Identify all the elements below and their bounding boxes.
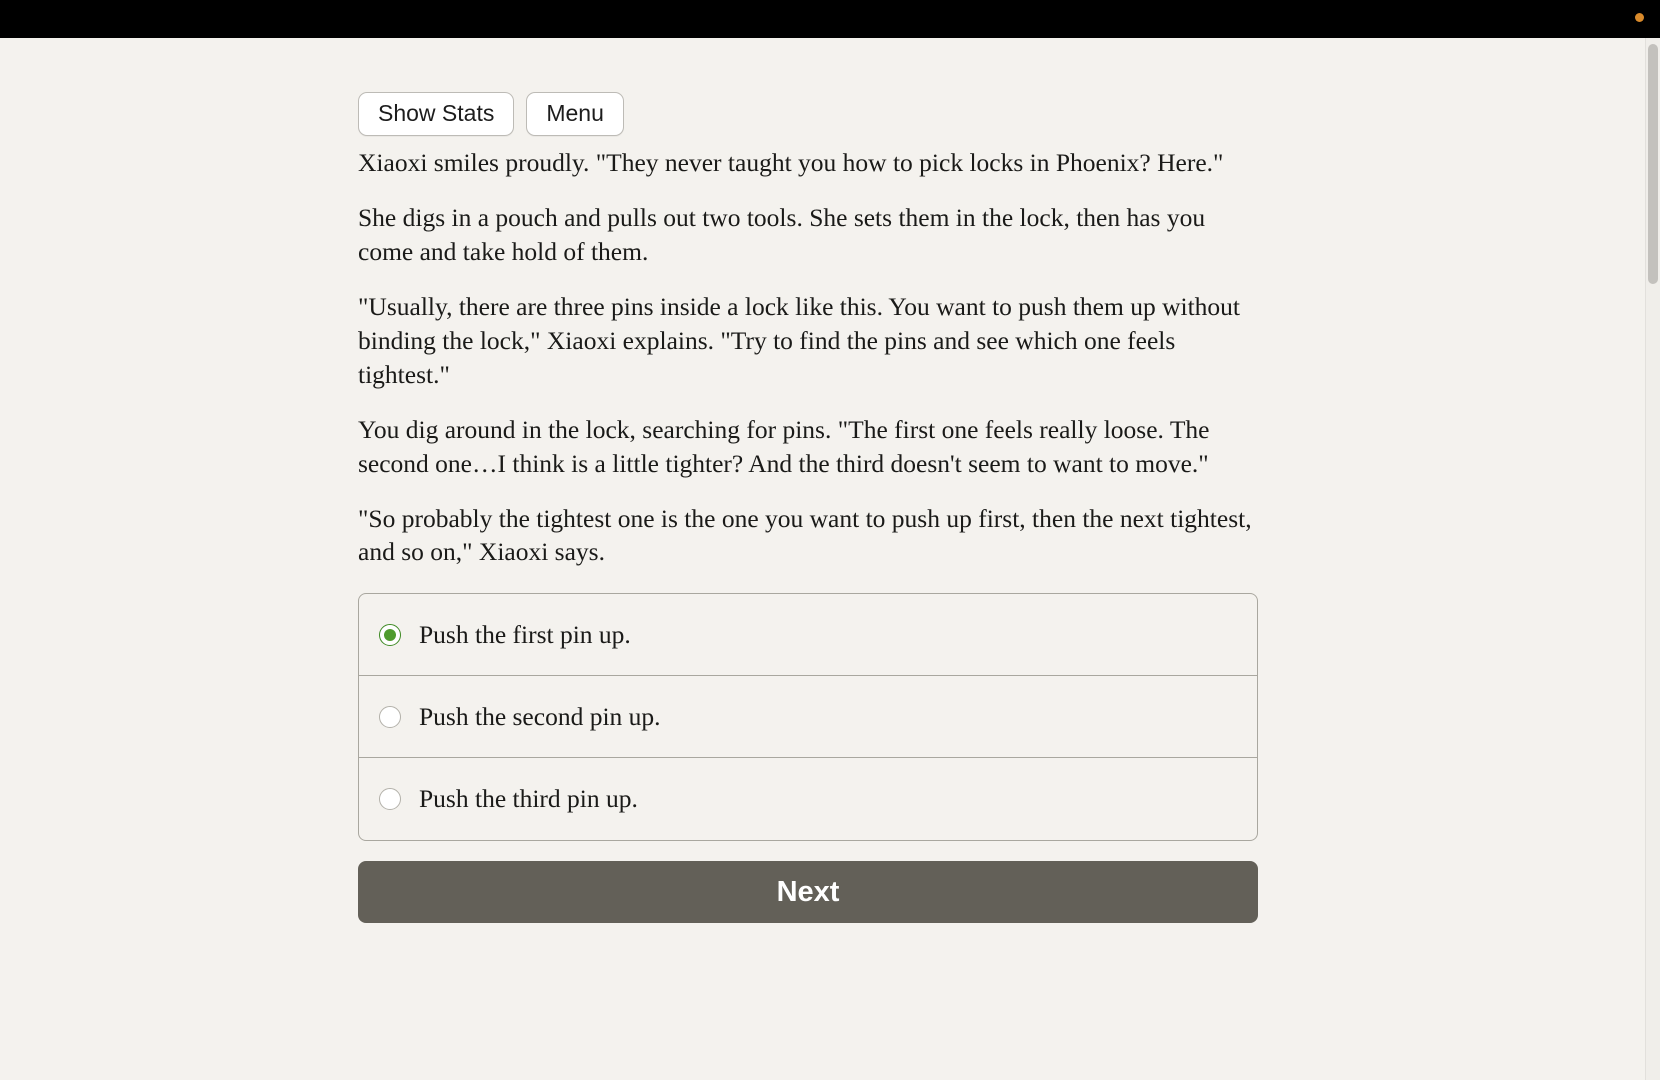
choice-label: Push the third pin up.	[419, 784, 638, 814]
page-scrollbar[interactable]	[1645, 38, 1660, 1080]
story-paragraph: She digs in a pouch and pulls out two tools. She sets them in the lock, then has you come and take hold of them.	[358, 203, 1206, 267]
scrollbar-thumb[interactable]	[1648, 44, 1658, 284]
next-button[interactable]: Next	[358, 861, 1258, 923]
story-paragraph: Xiaoxi smiles proudly. "They never taught you how to pick locks in Phoenix? Here."	[358, 148, 1224, 178]
choice-list	[358, 593, 1258, 841]
show-stats-button[interactable]: Show Stats	[358, 92, 514, 136]
radio-icon[interactable]	[379, 788, 401, 810]
choice-option-1[interactable]	[359, 594, 1257, 676]
story-text	[358, 146, 1288, 569]
story-paragraph: "Usually, there are three pins inside a lock like this. You want to push them up without binding the lock," Xiaoxi explains. "Try to find the pins and see which one feels tightest."	[358, 292, 1241, 389]
story-paragraph: "So probably the tightest one is the one you want to push up first, then the next tightest, and so on," Xiaoxi says.	[358, 503, 1252, 567]
menu-button[interactable]: Menu	[526, 92, 624, 136]
title-bar	[0, 0, 1660, 38]
status-dot-icon	[1635, 13, 1644, 22]
toolbar	[358, 92, 1288, 136]
choice-option-2[interactable]	[359, 676, 1257, 758]
radio-icon[interactable]	[379, 624, 401, 646]
choice-label: Push the first pin up.	[419, 619, 631, 649]
choice-label: Push the second pin up.	[419, 701, 661, 731]
choice-option-3[interactable]	[359, 758, 1257, 840]
story-content	[358, 38, 1288, 923]
radio-icon[interactable]	[379, 706, 401, 728]
story-paragraph: You dig around in the lock, searching for pins. "The first one feels really loose. The second one…I think is a little tighter? And the third doesn't seem to want to move."	[358, 414, 1210, 478]
